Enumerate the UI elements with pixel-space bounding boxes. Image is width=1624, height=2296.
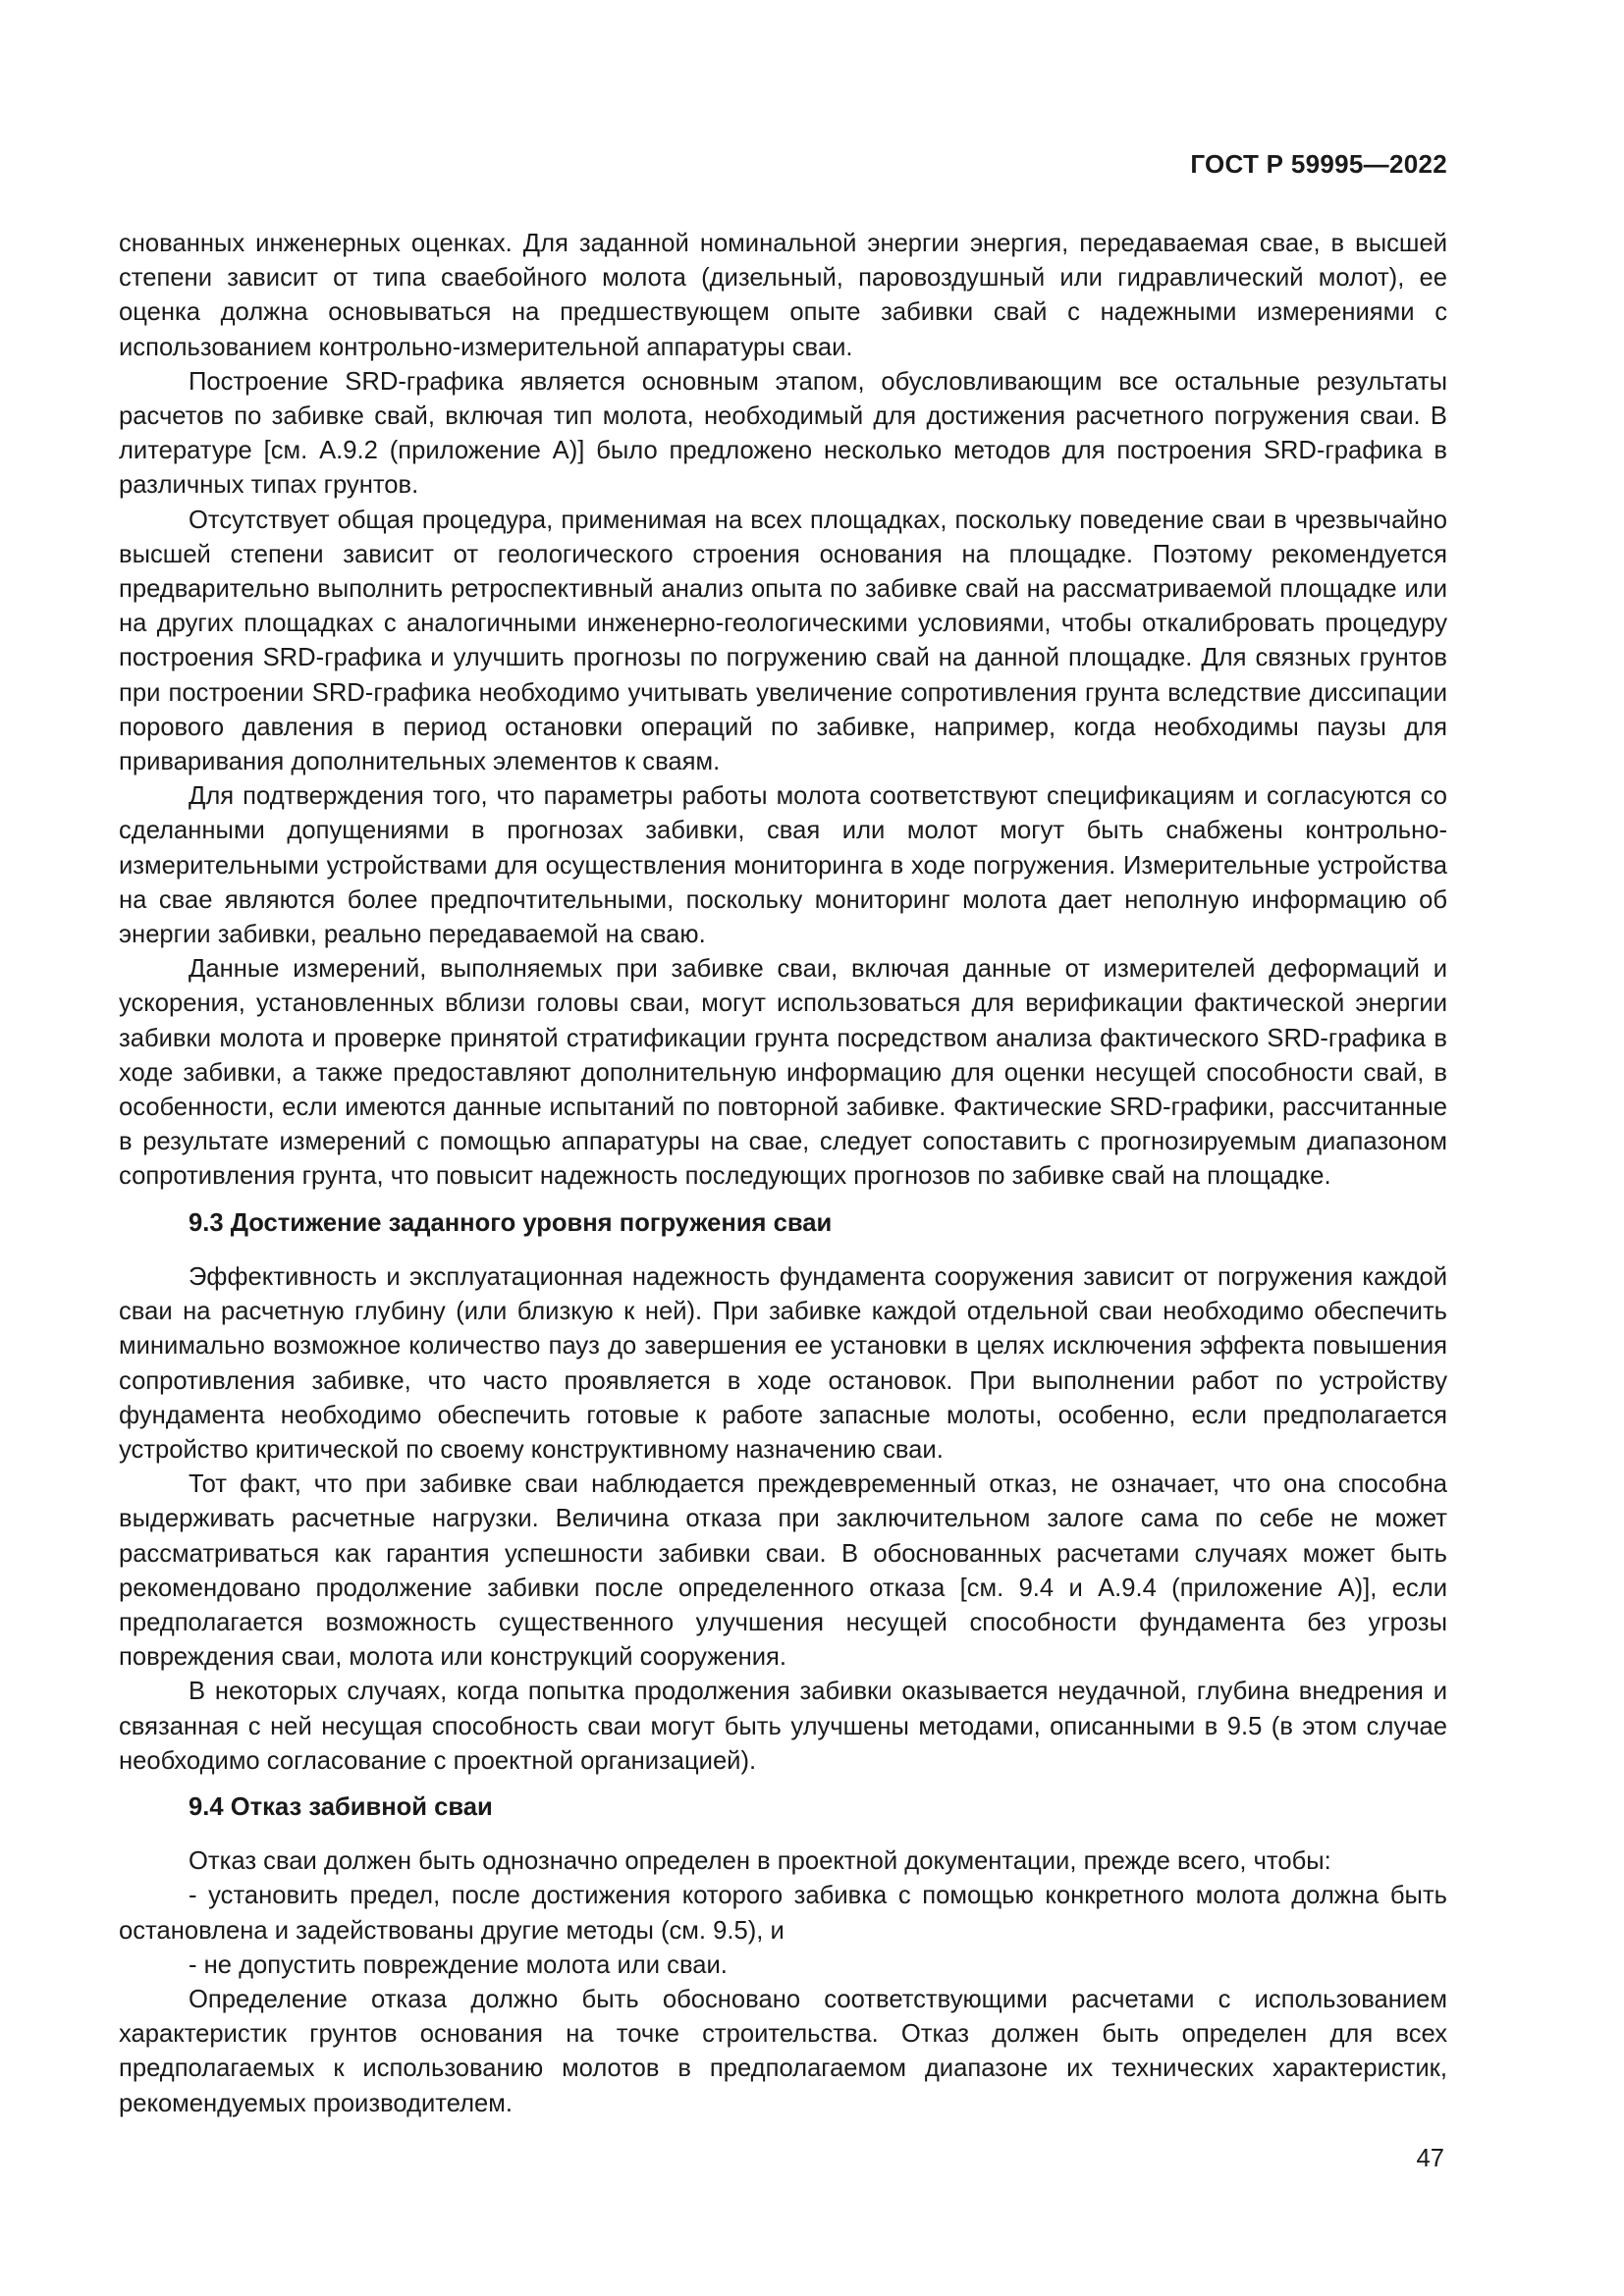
paragraph: Данные измерений, выполняемых при забивке сваи, включая данные от измерителей деформаций и ускорения, установленных вблизи головы сваи, могут использоваться для верификации фактической энергии забивки молота и проверке принятой стратификации грунта посредством анализа фактического SRD-графика в ходе забивки, а также предоставляют дополнительную информацию для оценки несущей способности свай, в особенности, если имеются данные испытаний по повторной забивке. Фактические SRD-графики, рассчитанные в результате измерений с помощью аппаратуры на свае, следует сопоставить с прогнозируемым диапазоном сопротивления грунта, что повысит надежность последующих прогнозов по забивке свай на площадке. xyxy=(119,955,1447,1191)
section-heading-9-3: 9.3 Достижение заданного уровня погружения сваи xyxy=(189,1208,833,1237)
section-heading-9-4: 9.4 Отказ забивной сваи xyxy=(189,1792,493,1821)
paragraph: Отсутствует общая процедура, применимая на всех площадках, поскольку поведение сваи в чрезвычайно высшей степени зависит от геологического строения основания на площадке. Поэтому рекомендуется предварительно выполнить ретроспективный анализ опыта по забивке свай на рассматриваемой площадке или на других площадках с аналогичными инженерно-геологическими условиями, чтобы откалибровать процедуру построения SRD-графика и улучшить прогнозы по погружению свай на данной площадке. Для связных грунтов при построении SRD-графика необходимо учитывать увеличение сопротивления грунта вследствие диссипации порового давления в период остановки операций по забивке, например, когда необходимы паузы для приваривания дополнительных элементов к сваям. xyxy=(119,506,1447,776)
page-number: 47 xyxy=(1416,2145,1444,2172)
document-code-header: ГОСТ Р 59995—2022 xyxy=(1190,149,1447,179)
body-text xyxy=(119,227,1447,2121)
paragraph: Эффективность и эксплуатационная надежность фундамента сооружения зависит от погружения каждой сваи на расчетную глубину (или близкую к ней). При забивке каждой отдельной сваи необходимо обеспечить минимально возможное количество пауз до завершения ее установки в целях исключения эффекта повышения сопротивления забивке, что часто проявляется в ходе остановок. При выполнении работ по устройству фундамента необходимо обеспечить готовые к работе запасные молоты, особенно, если предполагается устройство критической по своему конструктивному назначению сваи. xyxy=(119,1262,1447,1464)
paragraph: В некоторых случаях, когда попытка продолжения забивки оказывается неудачной, глубина внедрения и связанная с ней несущая способность сваи могут быть улучшены методами, описанными в 9.5 (в этом случае необходимо согласование с проектной организацией). xyxy=(119,1678,1447,1775)
paragraph: Тот факт, что при забивке сваи наблюдается преждевременный отказ, не означает, что она способна выдерживать расчетные нагрузки. Величина отказа при заключительном залоге сама по себе не может рассматриваться как гарантия успешности забивки сваи. В обоснованных расчетами случаях может быть рекомендовано продолжение забивки после определенного отказа [см. 9.4 и А.9.4 (приложение А)], если предполагается возможность существенного улучшения несущей способности фундамента без угрозы повреждения сваи, молота или конструкций сооружения. xyxy=(119,1470,1447,1672)
paragraph: Построение SRD-графика является основным этапом, обусловливающим все остальные результаты расчетов по забивке свай, включая тип молота, необходимый для достижения расчетного погружения сваи. В литературе [см. А.9.2 (приложение А)] было предложено несколько методов для построения SRD-графика в различных типах грунтов. xyxy=(119,367,1447,500)
paragraph: Отказ сваи должен быть однозначно определен в проектной документации, прежде всего, чтобы: xyxy=(189,1847,1331,1876)
paragraph: снованных инженерных оценках. Для заданной номинальной энергии энергия, передаваемая свае, в высшей степени зависит от типа сваебойного молота (дизельный, паровоздушный или гидравлический молот), ее оценка должна основываться на предшествующем опыте забивки свай с надежными измерениями с использованием контрольно-измерительной аппаратуры сваи. xyxy=(119,230,1447,361)
paragraph: Определение отказа должно быть обосновано соответствующими расчетами с использованием характеристик грунтов основания на точке строительства. Отказ должен быть определен для всех предполагаемых к использованию молотов в предполагаемом диапазоне их технических характеристик, рекомендуемых производителем. xyxy=(119,1985,1447,2117)
list-item: - не допустить повреждение молота или сваи. xyxy=(189,1950,728,1979)
paragraph: Для подтверждения того, что параметры работы молота соответствуют спецификациям и согласуются со сделанными допущениями в прогнозах забивки, свая или молот могут быть снабжены контрольно-измерительными устройствами для осуществления мониторинга в ходе погружения. Измерительные устройства на свае являются более предпочтительными, поскольку мониторинг молота дает неполную информацию об энергии забивки, реально передаваемой на сваю. xyxy=(119,782,1447,949)
list-item: - установить предел, после достижения которого забивка с помощью конкретного молота должна быть остановлена и задействованы другие методы (см. 9.5), и xyxy=(119,1882,1447,1945)
